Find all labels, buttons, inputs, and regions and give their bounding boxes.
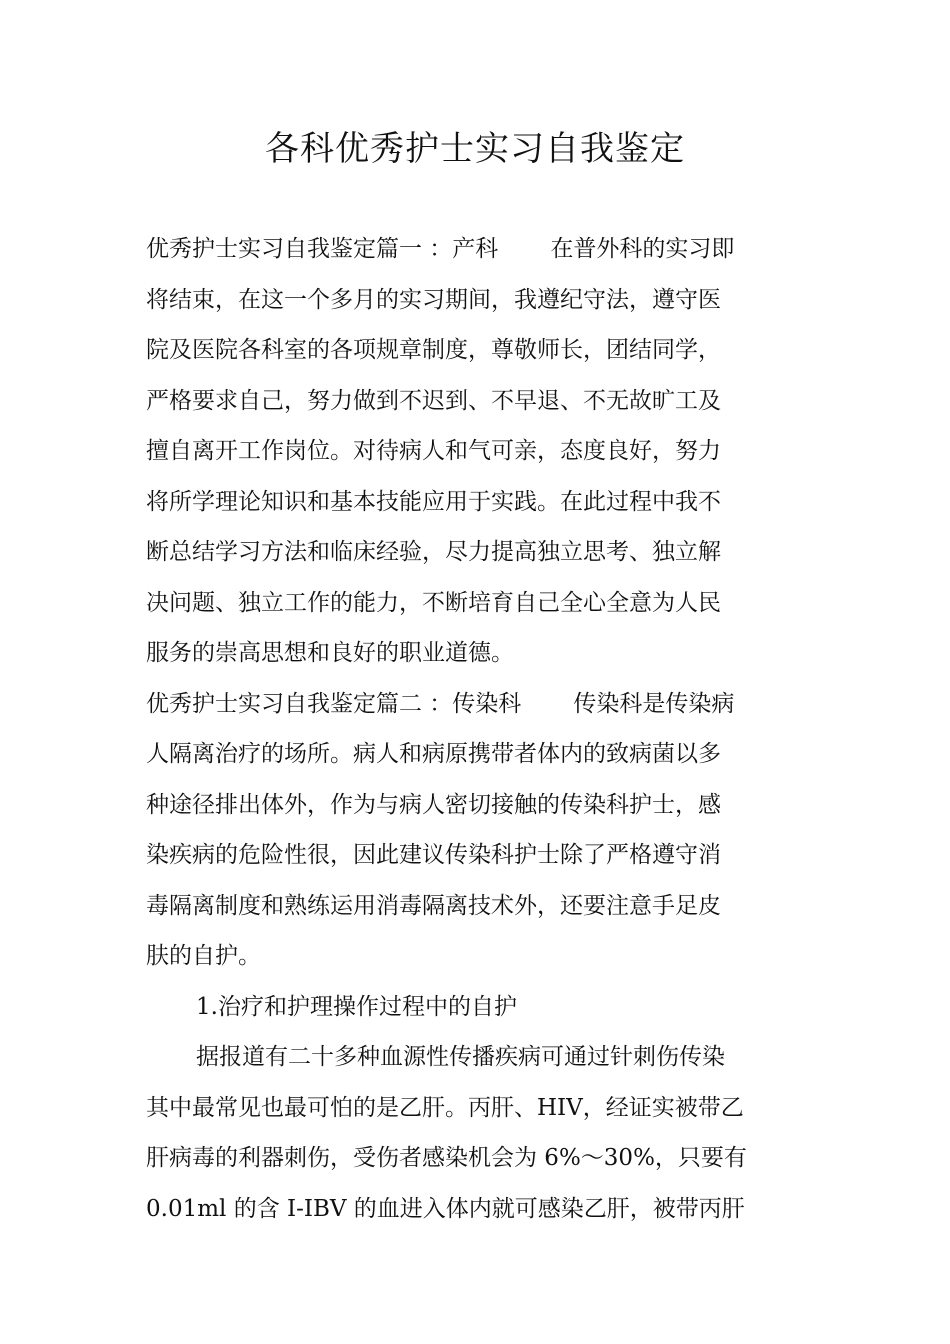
section-two-heading-line <box>146 679 806 730</box>
paragraph-line: 人隔离治疗的场所。病人和病原携带者体内的致病菌以多 <box>146 741 721 767</box>
spacer <box>498 224 550 275</box>
section-two-heading: 优秀护士实习自我鉴定篇二 ：传染科 <box>146 690 522 717</box>
paragraph-line: 0.01ml 的含 I-IBV 的血进入体内就可感染乙肝，被带丙肝 <box>146 1195 745 1222</box>
paragraph-line: 擅自离开工作岗位。对待病人和气可亲，态度良好，努力 <box>146 438 721 464</box>
document-title: 各科优秀护士实习自我鉴定 <box>265 129 685 169</box>
document-body <box>146 224 806 1234</box>
paragraph-line: 院及医院各科室的各项规章制度，尊敬师长，团结同学， <box>146 337 721 363</box>
paragraph-line: 断总结学习方法和临床经验，尽力提高独立思考、独立解 <box>146 539 721 565</box>
paragraph-line: 肝病毒的利器刺伤，受伤者感染机会为 6%～30%，只要有 <box>146 1145 747 1171</box>
spacer <box>521 679 573 730</box>
paragraph-line: 将所学理论知识和基本技能应用于实践。在此过程中我不 <box>146 488 721 515</box>
section-one-heading-line <box>146 224 806 275</box>
section-one-heading: 优秀护士实习自我鉴定篇一 ：产科 <box>146 236 499 262</box>
paragraph-line: 严格要求自己，努力做到不迟到、不早退、不无故旷工及 <box>146 387 721 414</box>
paragraph-line: 将结束，在这一个多月的实习期间，我遵纪守法，遵守医 <box>146 286 721 313</box>
section-one-first-text: 在普外科的实习即 <box>550 236 735 262</box>
paragraph-line: 服务的崇高思想和良好的职业道德。 <box>146 640 514 666</box>
paragraph-line: 肤的自护。 <box>146 943 261 969</box>
paragraph-line: 据报道有二十多种血源性传播疾病可通过针刺伤传染 <box>196 1044 725 1070</box>
paragraph-line: 染疾病的危险性很，因此建议传染科护士除了严格遵守消 <box>146 842 721 868</box>
paragraph-line: 其中最常见也最可怕的是乙肝。丙肝、HIV，经证实被带乙 <box>146 1094 744 1121</box>
paragraph-line: 毒隔离制度和熟练运用消毒隔离技术外，还要注意手足皮 <box>146 892 721 919</box>
paragraph-line: 种途径排出体外，作为与病人密切接触的传染科护士，感 <box>146 791 721 818</box>
subheading-line: 1.治疗和护理操作过程中的自护 <box>196 993 517 1020</box>
paragraph-line: 决问题、独立工作的能力，不断培育自己全心全意为人民 <box>146 589 721 616</box>
section-two-first-text: 传染科是传染病 <box>573 690 735 717</box>
